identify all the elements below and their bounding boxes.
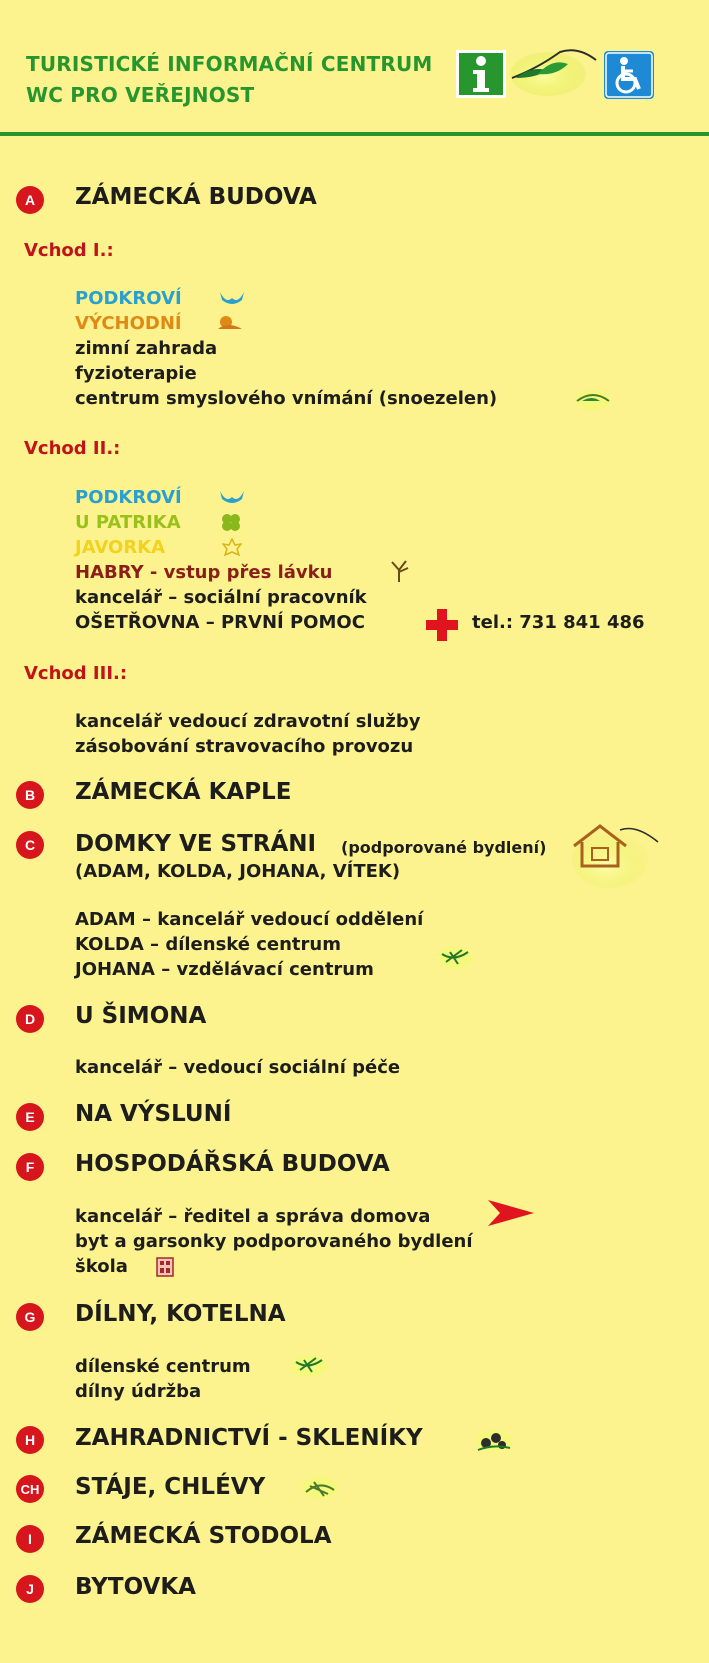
school-icon bbox=[156, 1257, 174, 1277]
header-divider bbox=[0, 132, 709, 136]
badge-j: J bbox=[16, 1575, 44, 1603]
list-item: fyzioterapie bbox=[75, 363, 197, 384]
header-line-wc: WC PRO VEŘEJNOST bbox=[26, 83, 255, 107]
section-names-c: (ADAM, KOLDA, JOHANA, VÍTEK) bbox=[75, 861, 401, 882]
list-item: byt a garsonky podporovaného bydlení bbox=[75, 1231, 473, 1252]
section-title-i: ZÁMECKÁ STODOLA bbox=[75, 1523, 332, 1549]
bat-icon bbox=[218, 288, 246, 308]
red-cross-icon bbox=[424, 607, 460, 643]
clover-icon bbox=[220, 512, 242, 532]
list-item: dílny údržba bbox=[75, 1381, 202, 1402]
badge-g: G bbox=[16, 1303, 44, 1331]
badge-a: A bbox=[16, 186, 44, 214]
list-item: KOLDA – dílenské centrum bbox=[75, 934, 341, 955]
entrance-3-label: Vchod III.: bbox=[24, 663, 128, 684]
list-item: kancelář – ředitel a správa domova bbox=[75, 1206, 431, 1227]
entrance-2-label: Vchod II.: bbox=[24, 438, 121, 459]
badge-c: C bbox=[16, 831, 44, 859]
badge-b: B bbox=[16, 781, 44, 809]
snoezelen-icon bbox=[574, 385, 612, 411]
list-item: JAVORKA bbox=[75, 537, 166, 558]
badge-h: H bbox=[16, 1426, 44, 1454]
arrow-icon bbox=[486, 1196, 536, 1230]
section-title-ch: STÁJE, CHLÉVY bbox=[75, 1474, 266, 1500]
entrance-1-label: Vchod I.: bbox=[24, 240, 114, 261]
sun-icon bbox=[214, 311, 244, 333]
section-title-a: ZÁMECKÁ BUDOVA bbox=[75, 184, 317, 210]
phone-number: tel.: 731 841 486 bbox=[472, 612, 645, 633]
list-item: HABRY - vstup přes lávku bbox=[75, 562, 333, 583]
list-item: zásobování stravovacího provozu bbox=[75, 736, 414, 757]
list-item: kancelář vedoucí zdravotní služby bbox=[75, 711, 421, 732]
list-item: OŠETŘOVNA – PRVNÍ POMOC bbox=[75, 612, 365, 633]
section-title-d: U ŠIMONA bbox=[75, 1003, 207, 1029]
list-item: zimní zahrada bbox=[75, 338, 218, 359]
list-item: škola bbox=[75, 1256, 128, 1277]
list-item: JOHANA – vzdělávací centrum bbox=[75, 959, 374, 980]
section-title-h: ZAHRADNICTVÍ - SKLENÍKY bbox=[75, 1425, 423, 1451]
list-item: U PATRIKA bbox=[75, 512, 181, 533]
workshop-leaf-icon bbox=[290, 1352, 328, 1380]
list-item: ADAM – kancelář vedoucí oddělení bbox=[75, 909, 424, 930]
list-item: VÝCHODNÍ bbox=[75, 313, 182, 334]
section-title-b: ZÁMECKÁ KAPLE bbox=[75, 779, 292, 805]
list-item: centrum smyslového vnímání (snoezelen) bbox=[75, 388, 498, 409]
list-item: PODKROVÍ bbox=[75, 487, 182, 508]
section-title-f: HOSPODÁŘSKÁ BUDOVA bbox=[75, 1151, 390, 1177]
greenhouse-plant-icon bbox=[474, 1426, 514, 1456]
badge-d: D bbox=[16, 1005, 44, 1033]
list-item: dílenské centrum bbox=[75, 1356, 251, 1377]
list-item: PODKROVÍ bbox=[75, 288, 182, 309]
section-title-j: BYTOVKA bbox=[75, 1574, 196, 1600]
info-icon bbox=[456, 50, 506, 98]
section-title-e: NA VÝSLUNÍ bbox=[75, 1101, 232, 1127]
section-title-g: DÍLNY, KOTELNA bbox=[75, 1301, 286, 1327]
list-item: kancelář – vedoucí sociální péče bbox=[75, 1057, 401, 1078]
house-icon bbox=[570, 820, 660, 892]
badge-i: I bbox=[16, 1525, 44, 1553]
header-line-info-centre: TURISTICKÉ INFORMAČNÍ CENTRUM bbox=[26, 52, 433, 76]
animal-icon bbox=[300, 1474, 340, 1502]
section-title-c: DOMKY VE STRÁNI bbox=[75, 831, 317, 857]
badge-ch: CH bbox=[16, 1475, 44, 1503]
workshop-leaf-icon bbox=[436, 944, 474, 972]
bat-icon bbox=[218, 487, 246, 507]
tree-icon bbox=[386, 558, 412, 584]
list-item: kancelář – sociální pracovník bbox=[75, 587, 367, 608]
badge-e: E bbox=[16, 1103, 44, 1131]
badge-f: F bbox=[16, 1153, 44, 1181]
wheelchair-icon bbox=[604, 51, 654, 99]
maple-leaf-icon bbox=[222, 538, 242, 556]
section-subtitle-c: (podporované bydlení) bbox=[341, 838, 547, 857]
leaf-hill-icon bbox=[508, 44, 598, 100]
